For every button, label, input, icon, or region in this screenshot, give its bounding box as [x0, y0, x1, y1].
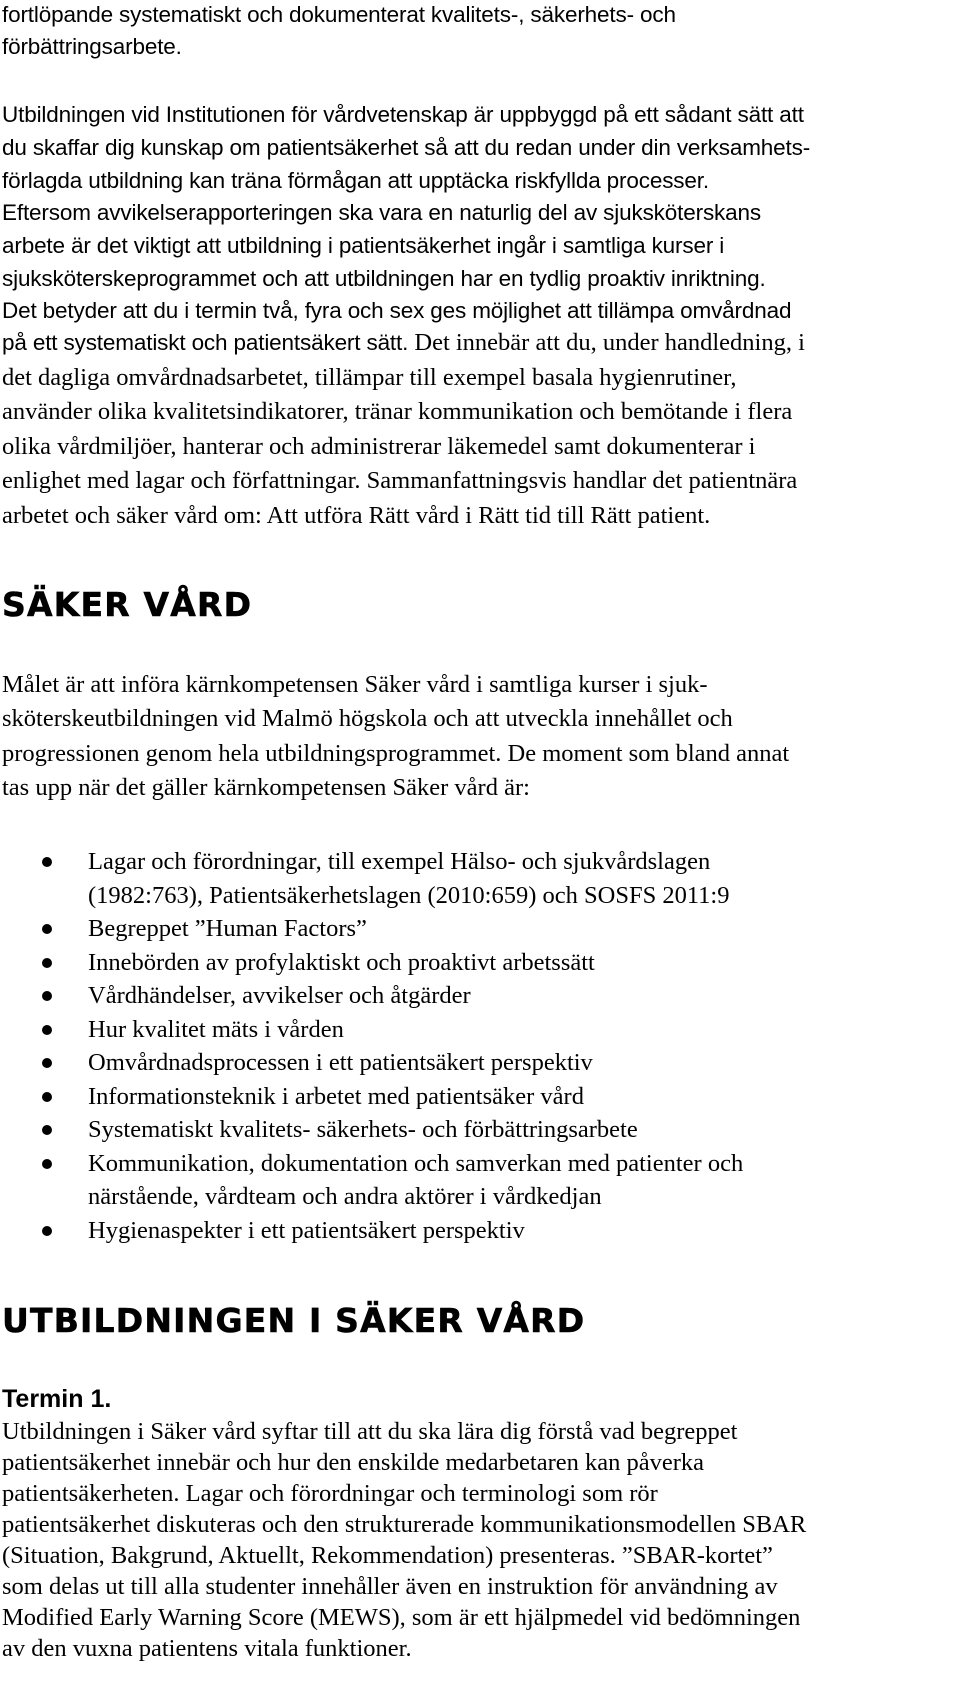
- body-line: Eftersom avvikelserapporteringen ska vara en naturlig del av sjuksköterskans: [2, 200, 761, 225]
- body-line: av den vuxna patientens vitala funktioner.: [2, 1635, 412, 1662]
- list-item: Systematiskt kvalitets- säkerhets- och förbättringsarbete: [0, 1113, 960, 1147]
- section-heading: UTBILDNINGEN I SÄKER VÅRD: [2, 1301, 586, 1340]
- body-line: sköterskeutbildningen vid Malmö högskola och att utveckla innehållet och: [2, 705, 733, 732]
- body-line: tas upp när det gäller kärnkompetensen Säker vård är:: [2, 774, 530, 801]
- body-line: (Situation, Bakgrund, Aktuellt, Rekommendation) presenteras. ”SBAR-kortet”: [2, 1542, 773, 1569]
- list-item: Lagar och förordningar, till exempel Hälso- och sjukvårdslagen (1982:763), Patientsäkerhetslagen (2010:659) och SOSFS 2011:9: [0, 845, 960, 912]
- body-line: Modified Early Warning Score (MEWS), som är ett hjälpmedel vid bedömningen: [2, 1604, 801, 1631]
- bullet-icon: [42, 857, 52, 867]
- body-line: arbetet och säker vård om: Att utföra Rätt vård i Rätt tid till Rätt patient.: [2, 502, 711, 529]
- body-line: patientsäkerhet innebär och hur den enskilde medarbetaren kan påverka: [2, 1449, 705, 1476]
- subsection-heading: Termin 1.: [2, 1385, 112, 1413]
- bullet-icon: [42, 1025, 52, 1035]
- body-line: enlighet med lagar och författningar. Sammanfattningsvis handlar det patientnära: [2, 467, 798, 494]
- body-line: förlagda utbildning kan träna förmågan att upptäcka riskfyllda processer.: [2, 168, 709, 193]
- section-heading: SÄKER VÅRD: [2, 585, 253, 624]
- body-line: progressionen genom hela utbildningsprogrammet. De moment som bland annat: [2, 740, 790, 767]
- list-item: Omvårdnadsprocessen i ett patientsäkert perspektiv: [0, 1046, 960, 1080]
- body-line: arbete är det viktigt att utbildning i patientsäkerhet ingår i samtliga kurser i: [2, 233, 725, 258]
- body-line: som delas ut till alla studenter innehåller även en instruktion för användning av: [2, 1573, 778, 1600]
- list-item: Vårdhändelser, avvikelser och åtgärder: [0, 979, 960, 1013]
- bullet-list: [0, 845, 960, 1247]
- body-line: Utbildningen i Säker vård syftar till att du ska lära dig förstå vad begreppet: [2, 1418, 738, 1445]
- body-line: olika vårdmiljöer, hanterar och administrerar läkemedel samt dokumenterar i: [2, 433, 756, 460]
- intro-line: förbättringsarbete.: [2, 34, 182, 59]
- list-item: Informationsteknik i arbetet med patientsäker vård: [0, 1080, 960, 1114]
- body-line: patientsäkerhet diskuteras och den strukturerade kommunikationsmodellen SBAR: [2, 1511, 807, 1538]
- bullet-icon: [42, 1159, 52, 1169]
- body-line: Målet är att införa kärnkompetensen Säker vård i samtliga kurser i sjuk-: [2, 671, 708, 698]
- body-line-sans-part: på ett systematiskt och patientsäkert sätt.: [2, 330, 409, 355]
- bullet-icon: [42, 1058, 52, 1068]
- body-line: Utbildningen vid Institutionen för vårdvetenskap är uppbyggd på ett sådant sätt att: [2, 102, 804, 127]
- bullet-icon: [42, 1092, 52, 1102]
- list-item: Innebörden av profylaktiskt och proaktivt arbetssätt: [0, 946, 960, 980]
- bullet-icon: [42, 924, 52, 934]
- body-line: du skaffar dig kunskap om patientsäkerhet så att du redan under din verksamhets-: [2, 135, 811, 160]
- body-line: patientsäkerheten. Lagar och förordningar och terminologi som rör: [2, 1480, 658, 1507]
- body-line: det dagliga omvårdnadsarbetet, tillämpar till exempel basala hygienrutiner,: [2, 364, 737, 391]
- body-line-mixed: [2, 326, 805, 360]
- body-line: sjuksköterskeprogrammet och att utbildningen har en tydlig proaktiv inriktning.: [2, 266, 766, 291]
- bullet-icon: [42, 1125, 52, 1135]
- list-item: Begreppet ”Human Factors”: [0, 912, 960, 946]
- body-line: använder olika kvalitetsindikatorer, tränar kommunikation och bemötande i flera: [2, 398, 793, 425]
- bullet-icon: [42, 1226, 52, 1236]
- intro-line: fortlöpande systematiskt och dokumenterat kvalitets-, säkerhets- och: [2, 2, 676, 27]
- body-line: Det betyder att du i termin två, fyra och sex ges möjlighet att tillämpa omvårdnad: [2, 298, 792, 323]
- list-item: Kommunikation, dokumentation och samverkan med patienter och närstående, vårdteam och andra aktörer i vårdkedjan: [0, 1147, 960, 1214]
- body-line-serif-part: Det innebär att du, under handledning, i: [408, 329, 805, 356]
- list-item: Hygienaspekter i ett patientsäkert perspektiv: [0, 1214, 960, 1248]
- bullet-icon: [42, 991, 52, 1001]
- bullet-icon: [42, 958, 52, 968]
- list-item: Hur kvalitet mäts i vården: [0, 1013, 960, 1047]
